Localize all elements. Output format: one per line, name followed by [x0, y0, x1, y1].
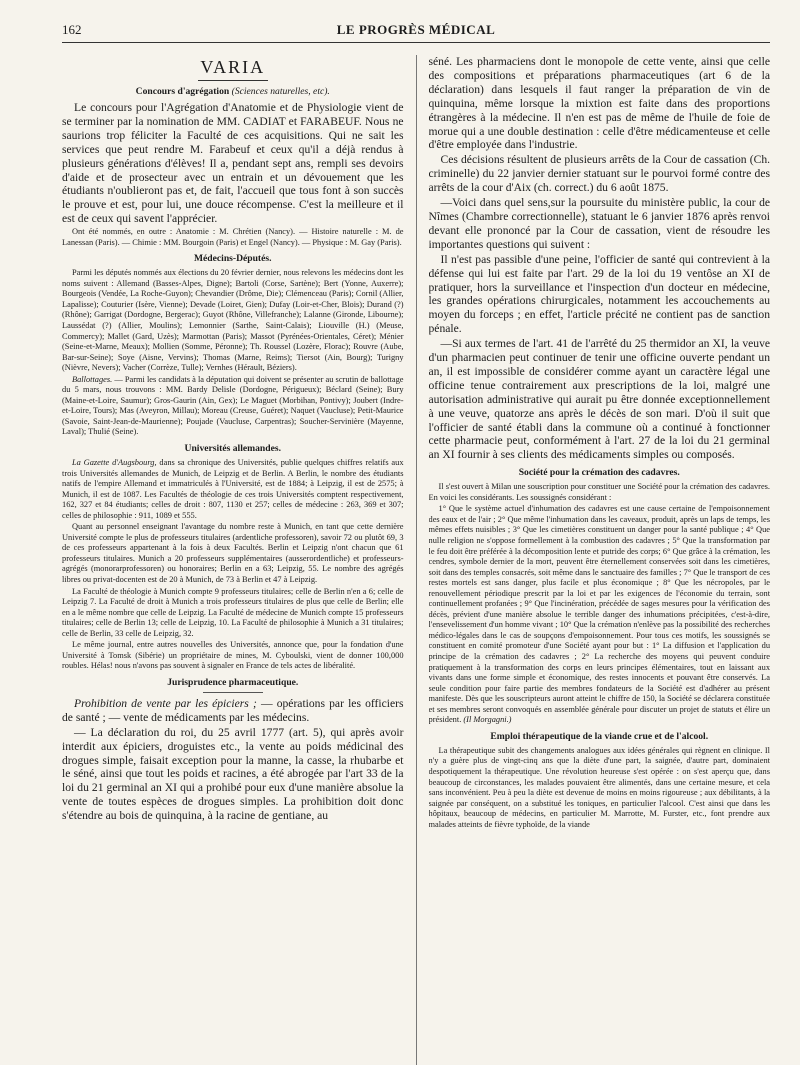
- column-divider: [416, 55, 417, 1065]
- universites-paragraph-4: Le même journal, entre autres nouvelles des Universités, annonce que, pour la fondation d'une Université à Tomsk (Sibérie) un propriétaire de mines, M. Cyboulski, vient de donner 100,000 roubles. Hélas! nous n'avons pas souvent à signaler en France de tels actes de libéralité.: [62, 640, 404, 671]
- section-divider: [203, 692, 263, 693]
- article-title-universites: Universités allemandes.: [184, 443, 281, 454]
- page-number: 162: [62, 22, 82, 37]
- jurisprudence-cont-paragraph-1: séné. Les pharmaciens dont le monopole de cette vente, ainsi que celle des compositions et préparations pharmaceutiques (art 6 de la déclaration) dans lesquels il faut ranger la préparation de vin de quinquina, même lorsque la mixtion est faite dans des proportions étrangères à la médecine. Il n'en est pas de même de l'huile de foie de morue qui a une double destination : celle d'être médicamenteuse et celle d'être employée dans l'industrie.: [428, 55, 771, 152]
- article-title-agregation: [62, 86, 404, 97]
- section-title-varia: VARIA: [200, 57, 266, 77]
- agregation-title-text: Concours d'agrégation: [135, 86, 230, 97]
- journal-title: LE PROGRÈS MÉDICAL: [336, 22, 496, 37]
- article-title-deputes: Médecins-Députés.: [193, 253, 272, 265]
- gazette-lead: La Gazette d'Augsbourg,: [72, 458, 157, 467]
- article-title-jurisprudence: Jurisprudence pharmaceutique.: [167, 676, 299, 688]
- ballottages-text: — Parmi les candidats à la députation qui doivent se présenter au scrutin de ballottage du 5 mars, nous trouvons : MM. Bardy Delisle (Dordogne, Périgueux); Béclard (Seine); Bury (Maine-et-Loire, Saumur); Gros-Gaurin (Ain, Gex); Le Maguet (Morbihan, Pontivy); Joubert (Indre-et-Loire, Tours); Mas (Aveyron, Millau); Moreau (Creuse, Guéret); Naquet (Vaucluse); Petit-Maurice (Savoie, Saint-Jean-de-Maurienne); Poujade (Vaucluse, Carpentras); Soucher-Servinière (Mayenne, Laval); Thulié (Seine).: [62, 374, 404, 437]
- cremation-paragraph-1: Il s'est ouvert à Milan une souscription pour constituer une Société pour la crémation des cadavres. En voici les considérants. Les soussignés considérant :: [428, 482, 771, 502]
- title-divider: [198, 80, 268, 81]
- universites-paragraph-2: Quant au personnel enseignant l'avantage du nombre reste à Munich, en tant que cette dernière Université compte le plus de professeurs titulaires (ardentliche professoren), savoir 72 ou plutôt 69, 3 de ces professeurs appartenant à la fois à deux Facultés. Berlin et Leipzig n'ont chacun que 61 professeurs titulaires. Munich a 20 professeurs supplémentaires (ausserordentliche) et professeurs-agrégés (monorarprofessoren) ou honoraires; Berlin en a 63; Leipzig, 55. Le nombre des agrégés libres ou privat-docenten est de 20 à Munich, de 73 à Berlin et 47 à Leipzig.: [62, 522, 404, 585]
- cremation-paragraph-2: [429, 504, 771, 725]
- agregation-paragraph-1: Le concours pour l'Agrégation d'Anatomie et de Physiologie vient de se terminer par la nomination de MM. CADIAT et FARABEUF. Nous ne saurions trop féliciter la Faculté de ces acquisitions. Qui ne sait les services que peut rendre M. Farabeuf et ceux qu'il a déjà rendus à plusieurs générations d'élèves! Il a, pendant sept ans, rempli ses devoirs d'aide et de prosecteur avec un entrain et un dévouement que les étudiants n'oublieront pas et, de fait, l'accueil que tous font à son succès le prouve et est, pour lui, une douce récompense. C'est la meilleure et il est de ceux qui savent l'apprécier.: [62, 101, 404, 226]
- deputes-paragraph-1: Parmi les députés nommés aux élections du 20 février dernier, nous relevons les médecins dont les noms suivent : Allemand (Basses-Alpes, Digne); Bartoli (Corse, Sartène); Bert (Yonne, Auxerre); Bourgeois (Vendée, La Roche-Guyon); Chevandier (Drôme, Die); Clémenceau (Paris); Cornil (Allier, Lapalisse); Couturier (Isère, Vienne); Devade (Loiret, Gien); Dufay (Loir-et-Cher, Blois); Durand (?) (Rhône); Garrigat (Dordogne, Bergerac); Guyot (Rhône, Villefranche); Lalanne (Gironde, Libourne); Laussédat (?) (Allier, Moulins); Lemonnier (Sarthe, Saint-Calais); Liouville (H.) (Meuse, Commercy); Mallet (Gard, Uzès); Marmottan (Paris); Massot (Pyrénées-Orientales, Céret); Ménier (Seine-et-Marne, Meaux); Mollien (Somme, Péronne); Th. Roussel (Lozère, Florac); Rouvre (Aube, Bar-sur-Seine); Soye (Aisne, Vervins); Thomas (Marne, Reims); Tiersot (Ain, Bourg); Turigny (Nièvre, Nevers); Vacher (Corrèze, Tulle); Vernhes (Hérault, Béziers).: [62, 268, 404, 373]
- cremation-source: (Il Morgagni.): [463, 715, 512, 725]
- right-column: [429, 55, 771, 831]
- jurisprudence-cont-paragraph-3: —Voici dans quel sens,sur la poursuite du ministère public, la cour de Nîmes (Chambre correctionnelle), statuant le 6 janvier 1876 après renvoi devant elle prononcé par la Cour de cassation, vient de résoudre les importantes questions qui suivent :: [428, 196, 771, 251]
- prohibition-text: — opérations par les officiers de santé ; — vente de médicaments par les médecins.: [62, 696, 404, 724]
- article-title-cremation: Société pour la crémation des cadavres.: [518, 467, 680, 479]
- jurisprudence-cont-paragraph-4: Il n'est pas passible d'une peine, l'officier de santé qui contrevient à la défense qui lui est faite par l'art. 29 de la loi du 19 ventôse an XI de pratiquer, hors la surveillance et l'inspection d'un docteur en médecine, les grandes opérations chirurgicales, notamment les accouchements au moyen du forceps ; en effet, l'article précité ne contient pas de sanction pénale.: [428, 252, 771, 336]
- deputes-paragraph-2: [62, 375, 404, 438]
- left-column: [62, 55, 404, 824]
- article-title-emploi: Emploi thérapeutique de la viande crue et de l'alcool.: [490, 730, 709, 742]
- universites-paragraph-1: [62, 458, 404, 521]
- jurisprudence-cont-paragraph-5: —Si aux termes de l'art. 41 de l'arrêté du 25 thermidor an XI, la veuve d'un pharmacien peut continuer de tenir une officine ouverte pendant un an, il est impossible de considérer comme ayant un caractère légal une officine tenue contrairement aux prescriptions de la loi, malgré une autorisation administrative qui aurait pu être donnée exceptionnellement à une veuve, quatorze ans après le décès de son mari. D'où il suit que l'officier de santé établi dans la commune où a continué à fonctionner cette pharmacie peut, conformément à l'art. 27 de la loi du 21 germinal an XI fournir à ses clients des médicaments simples ou composés.: [428, 337, 771, 462]
- cremation-text: 1° Que le système actuel d'inhumation des cadavres est une cause certaine de l'empoisonnement des eaux et de l'air ; 2° Que même l'inhumation dans les caveaux, produit, après un laps de temps, les mêmes effets nuisibles ; 3° Que les cimetières constituent un danger pour la santé publique ; 4° Que nulle religion ne s'oppose formellement à la combustion des cadavres ; 5° Que la transformation par le feu doit être préférée à la décomposition lente et putride des corps; 6° Que grâce à la crémation, les cendres, symbole dernier de la mort, peuvent être éternellement conservées soit dans les cimetières, soit dans des temples consacrés, soit même dans le sanctuaire des familles ; 7° Que le transport de ces restes mortels est sans danger, plus facile et plus économique ; 8° Que les nécropoles, par le renouvellement périodique prescrit par la loi et par les exigences de l'économie du terrain, sont continuellement profanées ; 9° Que l'incinération, précédée de sages mesures pour la vérification des décès, prévient d'une manière absolue le terrible danger des inhumations précipitées, c'est-à-dire, l'ensevelissement d'un homme vivant ; 10° Que la crémation n'enlève pas la possibilité des recherches médico-légales dans le cas de soupçons d'empoisonnement. Pour tous ces motifs, les soussignés se constituent en comité promoteur d'une Société ayant pour but : 1° La diffusion et l'application du principe de la crémation des cadavres ; 2° La recherche des moyens qui peuvent conduire pratiquement à la transformation des corps en leurs principes élémentaires, tout en laissant aux vivants dans une forme simple et économique, des restes innocents et pouvant être conservés. La seule condition pour faire partie des membres fondateurs de la Société est d'adhérer au présent manifeste. Dès que les souscripteurs auront atteint le chiffre de 150, la Société se déclarera constituée et ses membres seront convoqués en assemblée générale pour discuter un projet de statuts et élire un président.: [428, 504, 771, 725]
- prohibition-lead: Prohibition de vente par les épiciers ;: [74, 696, 257, 710]
- universites-paragraph-3: La Faculté de théologie à Munich compte 9 professeurs titulaires; celle de Berlin n'en a 6; celle de Leipzig 7. La Faculté de droit à Munich a trois professeurs titulaires de plus que celle de Berlin; elle en a le même nombre que celle de Leipzig. La Faculté de médecine de Munich compte 15 professeurs titulaires; celle de Berlin 13; celle de Leipzig, 10. La Faculté de philosophie à Munich a 31 titulaires; celle de Berlin, 33 celle de Leipzig, 32.: [62, 586, 404, 638]
- ballottages-lead: Ballottages.: [72, 374, 113, 384]
- jurisprudence-cont-paragraph-2: Ces décisions résultent de plusieurs arrêts de la Cour de cassation (Ch. criminelle) du 22 janvier dernier statuant sur le pourvoi formé contre des arrêts de la cour d'Aix (ch. correct.) du 6 août 1875.: [428, 153, 771, 195]
- agregation-paragraph-2: Ont été nommés, en outre : Anatomie : M. Chrétien (Nancy). — Histoire naturelle : M. de Lanessan (Paris). — Chimie : MM. Bourgoin (Paris) et Engel (Nancy). — Physique : M. Gay (Paris).: [62, 227, 404, 247]
- universites-text-1: dans sa chronique des Universités, publie quelques chiffres relatifs aux trois Universités allemandes de Munich, de Leipzig et de Berlin. A Berlin, le nombre des étudiants natifs de l'empire Allemand et immatriculés à l'Université, est de 1884; à Leipzig, il est de 2575; à Munich, il est de 1087. Les Facultés de théologie de ces trois Universités comptent respectivement, 162, 327 et 84 étudiants; celles de droit : 807, 1130 et 257; celles de médecine : 263, 369 et 307; celles de philosophie : 911, 1089 et 555.: [62, 458, 404, 520]
- agregation-subtitle: (Sciences naturelles, etc).: [231, 86, 330, 97]
- page-header: [62, 20, 770, 43]
- jurisprudence-paragraph-1: [62, 697, 404, 725]
- jurisprudence-paragraph-2: — La déclaration du roi, du 25 avril 1777 (art. 5), qui après avoir interdit aux épiciers, droguistes etc., la vente au poids médicinal des drogues simple, faisait exception pour la manne, la casse, la rhubarbe et le séné, ainsi que tout les poids et racines, a été abrogée par l'art 33 de la loi du 21 germinal an XI qui a prohibé pour eux d'une manière absolue la vente de toutes espèces de drogues simples. La prohibition doit donc s'étendre au bois de quinquina, à la racine de gentiane, au: [62, 725, 404, 823]
- emploi-paragraph-1: La thérapeutique subit des changements analogues aux idées générales qui règnent en clinique. Il n'y a guère plus de vingt-cinq ans que la diète d'une part, la saignée, d'autre part, dominaient despotiquement la thérapeutique. Une révolution heureuse s'est opérée : on s'est aperçu que, dans beaucoup de circonstances, les malades pouvaient être alimentés, dans une certaine mesure, et cela sans inconvénient. Peu à peu la diète est devenue de moins en moins rigoureuse ; aux débilitants, à la saignée par conséquent, on a substitué les toniques, en particulier l'alcool. C'est ainsi que dans les hôpitaux, beaucoup de médecins, en particulier M. Marrotte, M. Furster, etc., font prendre aux malades atteints de fièvre typhoïde, de la viande: [428, 745, 771, 829]
